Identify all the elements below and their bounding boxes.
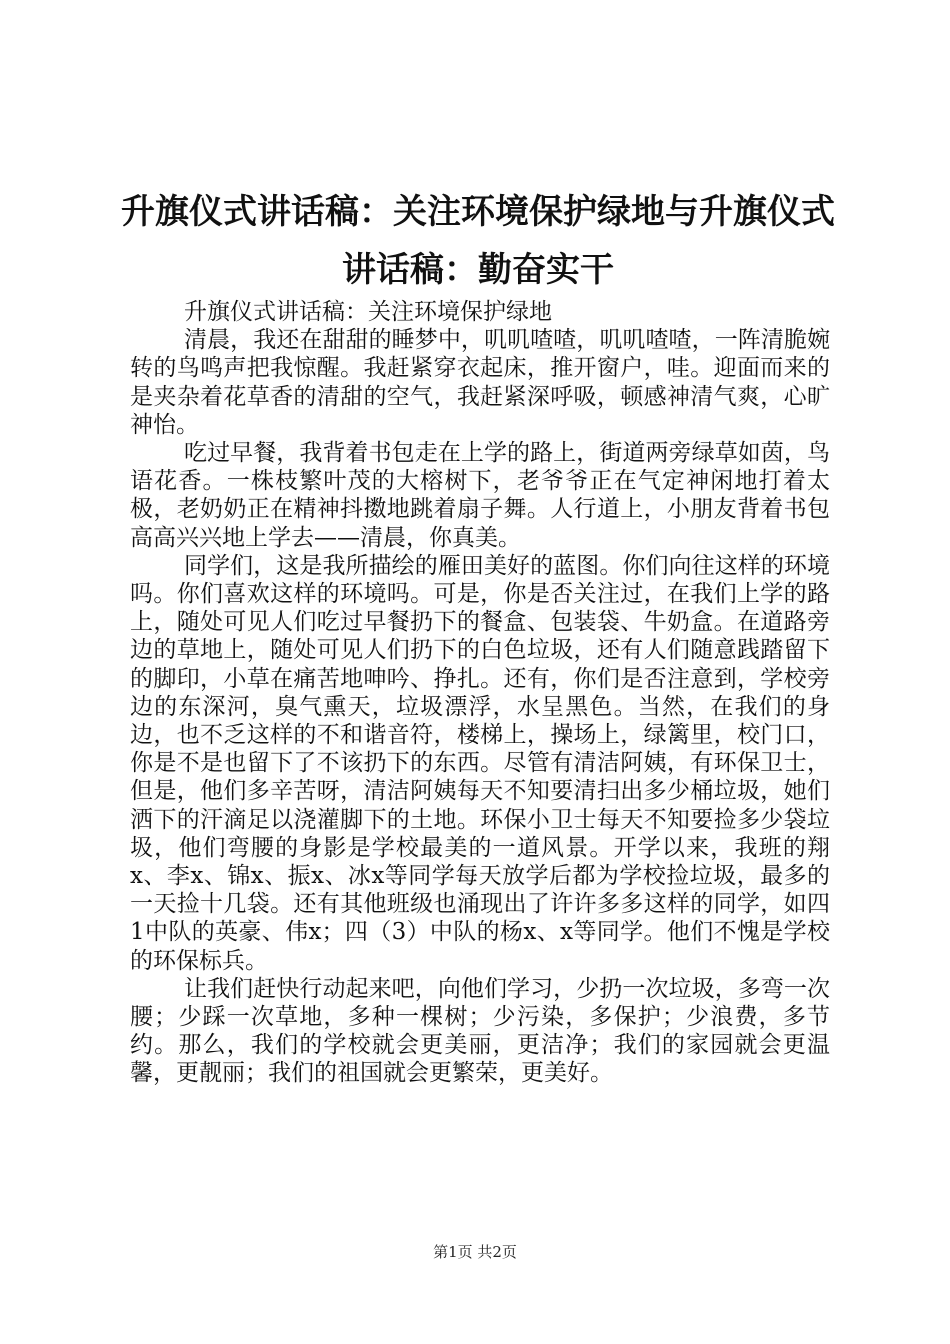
page-number-footer: 第1页 共2页 xyxy=(433,1243,517,1261)
document-body xyxy=(130,298,830,1088)
paragraph-4: 让我们赶快行动起来吧，向他们学习，少扔一次垃圾，多弯一次腰；少踩一次草地，多种一棵树；少污染，多保护；少浪费，多节约。那么，我们的学校就会更美丽，更洁净；我们的家园就会更温馨，更靓丽；我们的祖国就会更繁荣，更美好。 xyxy=(130,975,830,1087)
paragraph-2: 吃过早餐，我背着书包走在上学的路上，街道两旁绿草如茵，鸟语花香。一株枝繁叶茂的大榕树下，老爷爷正在气定神闲地打着太极，老奶奶正在精神抖擞地跳着扇子舞。人行道上，小朋友背着书包高高兴兴地上学去——清晨，你真美。 xyxy=(130,440,830,551)
paragraph-3: 同学们，这是我所描绘的雁田美好的蓝图。你们向往这样的环境吗。你们喜欢这样的环境吗。可是，你是否关注过，在我们上学的路上，随处可见人们吃过早餐扔下的餐盒、包装袋、牛奶盒。在道路旁边的草地上，随处可见人们扔下的白色垃圾，还有人们随意践踏留下的脚印，小草在痛苦地呻吟、挣扎。还有，你们是否注意到，学校旁边的东深河，臭气熏天，垃圾漂浮，水呈黑色。当然，在我们的身边，也不乏这样的不和谐音符，楼梯上，操场上，绿篱里，校门口，你是不是也留下了不该扔下的东西。尽管有清洁阿姨，有环保卫士，但是，他们多辛苦呀，清洁阿姨每天不知要清扫出多少桶垃圾，她们洒下的汗滴足以浇灌脚下的土地。环保小卫士每天不知要捡多少袋垃圾，他们弯腰的身影是学校最美的一道风景。开学以来，我班的翔x、李x、锦x、振x、冰x等同学每天放学后都为学校捡垃圾，最多的一天捡十几袋。还有其他班级也涌现出了许许多多这样的同学，如四1中队的英豪、伟x；四（3）中队的杨x、x等同学。他们不愧是学校的环保标兵。 xyxy=(130,552,830,974)
paragraph-1: 清晨，我还在甜甜的睡梦中，叽叽喳喳，叽叽喳喳，一阵清脆婉转的鸟鸣声把我惊醒。我赶紧穿衣起床，推开窗户，哇。迎面而来的是夹杂着花草香的清甜的空气，我赶紧深呼吸，顿感神清气爽，心旷神怡。 xyxy=(130,327,830,438)
section-heading: 升旗仪式讲话稿：关注环境保护绿地 xyxy=(184,299,552,325)
document-title: 升旗仪式讲话稿：关注环境保护绿地与升旗仪式讲话稿：勤奋实干 xyxy=(121,192,835,290)
